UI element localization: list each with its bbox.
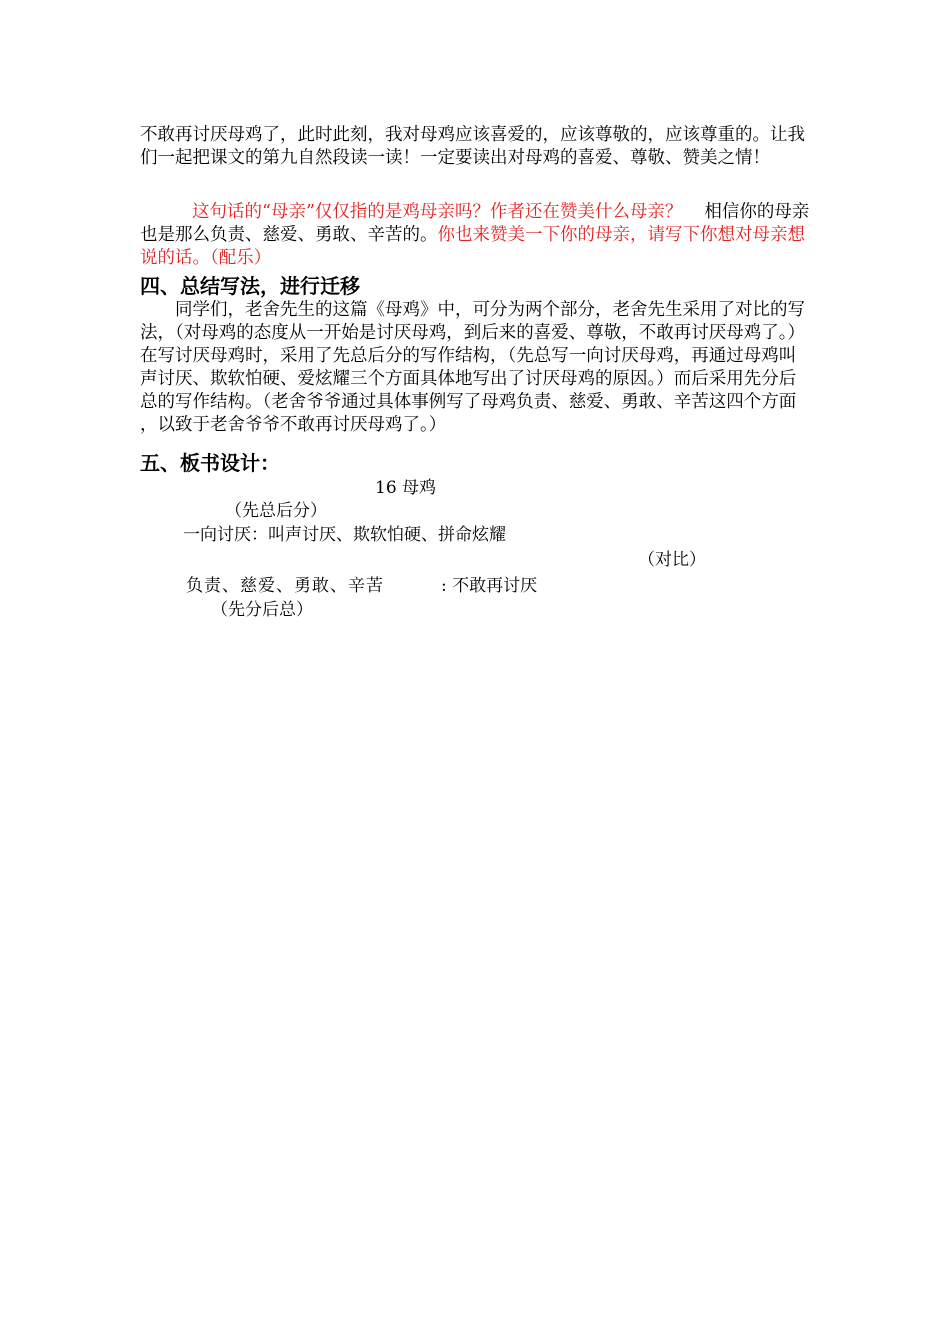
belief-text: 相信你的母亲也是那么负责、慈爱、勇敢、辛苦的。 — [140, 202, 810, 245]
praise-line-right: : 不敢再讨厌 — [441, 576, 538, 596]
board-title: 16 母鸡 — [375, 478, 437, 498]
reading-paragraph — [140, 124, 812, 194]
discussion-paragraph — [140, 201, 812, 271]
praise-line-left: 负责、慈爱、勇敢、辛苦 — [186, 576, 384, 596]
summary-paragraph-text: 同学们，老舍先生的这篇《母鸡》中，可分为两个部分，老舍先生采用了对比的写法，（对母鸡的态度从一开始是讨厌母鸡，到后来的喜爱、尊敬，不敢再讨厌母鸡了。）在写讨厌母鸡时，采用了先总后分的写作结构，（先总写一向讨厌母鸡，再通过母鸡叫声讨厌、欺软怕硬、爱炫耀三个方面具体地写出了讨厌母鸡的原因。）而后采用先分后总的写作结构。（老舍爷爷通过具体事例写了母鸡负责、慈爱、勇敢、辛苦这四个方面 ，以致于老舍爷爷不敢再讨厌母鸡了。） — [140, 300, 805, 435]
question-text: 这句话的“母亲”仅仅指的是鸡母亲吗？作者还在赞美什么母亲？ — [192, 202, 683, 222]
section-heading-summary: 四、总结写法，进行迁移 — [140, 274, 360, 298]
section-heading-board-design: 五、板书设计： — [140, 451, 280, 475]
reading-paragraph-text: 不敢再讨厌母鸡了，此时此刻，我对母鸡应该喜爱的，应该尊敬的，应该尊重的。让我们一起把课文的第九自然段读一读！一定要读出对母鸡的喜爱、尊敬、赞美之情！ — [140, 125, 805, 168]
dislike-line: 一向讨厌：叫声讨厌、欺软怕硬、拼命炫耀 — [183, 525, 506, 545]
summary-paragraph — [140, 299, 812, 447]
structure-label-total-first: （先总后分） — [225, 501, 327, 521]
writing-prompt-text: 你也来赞美一下你的母亲，请写下你想对母亲想说的话。（配乐） — [140, 225, 805, 268]
structure-label-parts-first: （先分后总） — [211, 600, 313, 620]
contrast-label: （对比） — [638, 550, 706, 570]
